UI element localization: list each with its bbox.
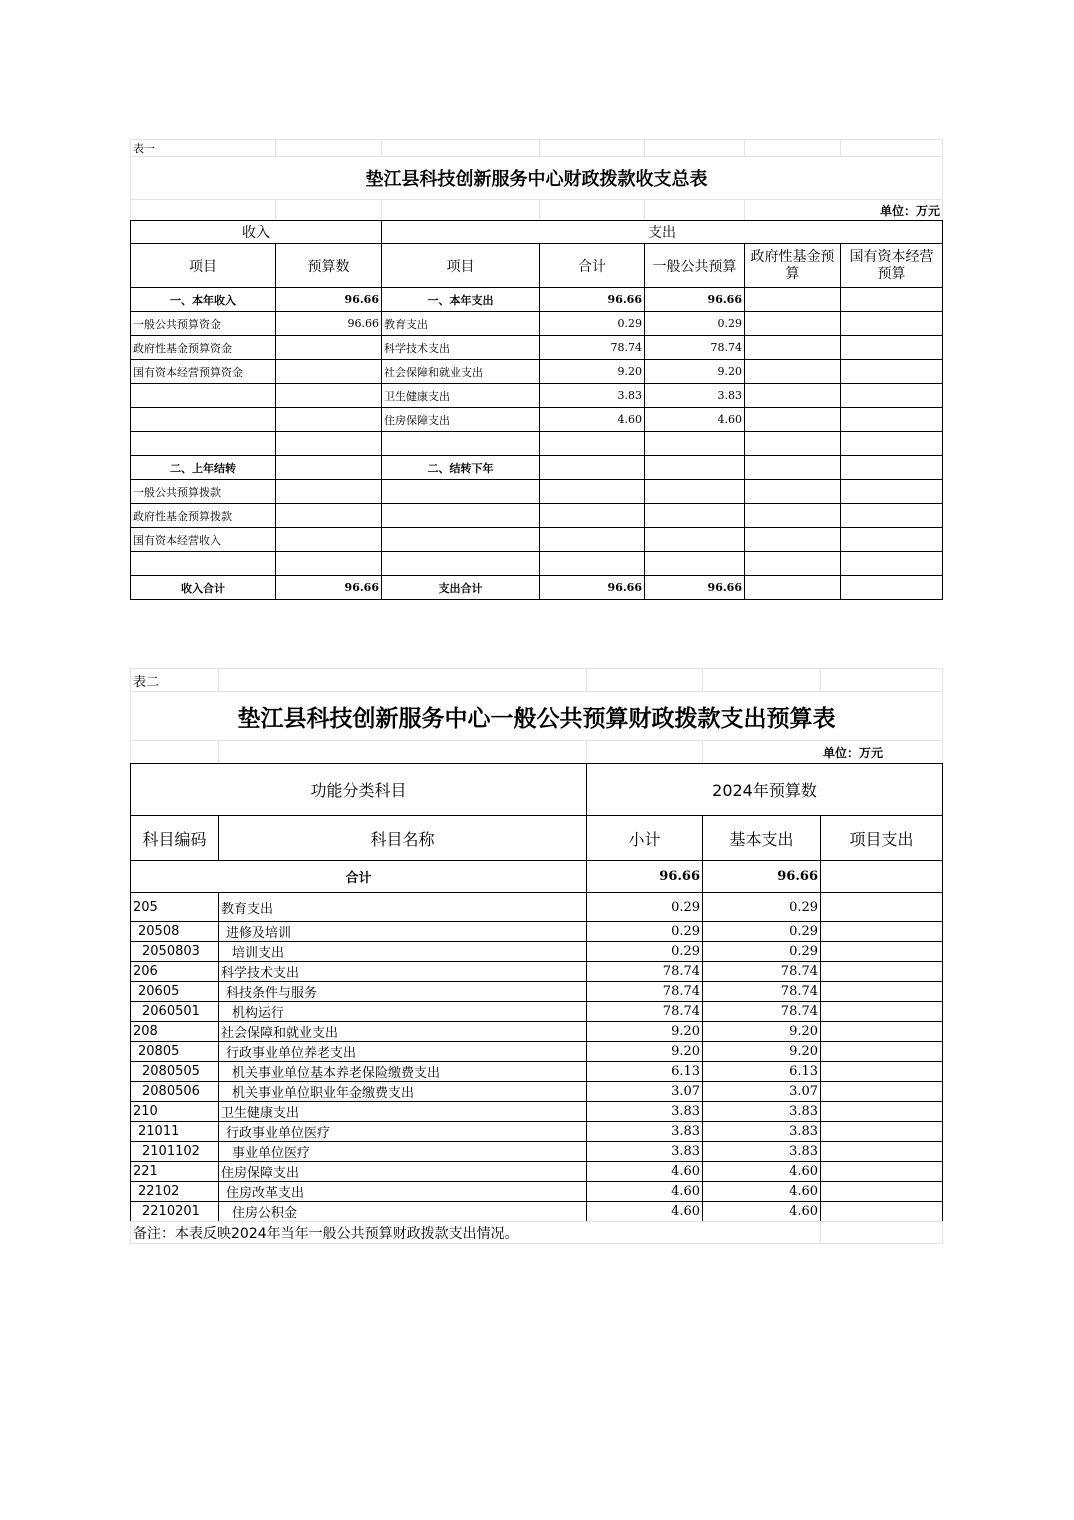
table1-body (131, 288, 943, 600)
expense-item (382, 504, 540, 528)
income-value (276, 552, 382, 576)
expense-gov-fund (745, 456, 841, 480)
basic-value: 0.29 (703, 893, 821, 922)
table1-row (131, 336, 943, 360)
table1-row (131, 384, 943, 408)
subtotal-value: 4.60 (587, 1202, 703, 1222)
basic-value: 3.83 (703, 1142, 821, 1162)
col-subtotal: 小计 (587, 816, 703, 861)
expense-gov-fund (745, 312, 841, 336)
expense-state-capital (841, 312, 943, 336)
subject-code: 208 (131, 1022, 219, 1042)
expense-state-capital (841, 528, 943, 552)
expense-general: 3.83 (645, 384, 745, 408)
table2-body (131, 893, 943, 1222)
table2-row (131, 1002, 943, 1022)
col-gov-fund-budget: 政府性基金预算 (745, 244, 841, 288)
income-item: 国有资本经营收入 (131, 528, 276, 552)
table1-row (131, 408, 943, 432)
subject-name: 住房改革支出 (219, 1182, 587, 1202)
col-project: 项目支出 (821, 816, 943, 861)
subject-name: 机关事业单位职业年金缴费支出 (219, 1082, 587, 1102)
income-value: 96.66 (276, 576, 382, 600)
income-value (276, 384, 382, 408)
expense-state-capital (841, 480, 943, 504)
subject-code: 210 (131, 1102, 219, 1122)
expense-general (645, 528, 745, 552)
expense-total: 4.60 (540, 408, 645, 432)
income-value (276, 336, 382, 360)
income-value (276, 360, 382, 384)
expense-gov-fund (745, 504, 841, 528)
expense-item: 二、结转下年 (382, 456, 540, 480)
subject-name: 卫生健康支出 (219, 1102, 587, 1122)
subtotal-value: 0.29 (587, 922, 703, 942)
table1-row (131, 432, 943, 456)
expense-gov-fund (745, 552, 841, 576)
expense-item: 教育支出 (382, 312, 540, 336)
table1-title: 垫江县科技创新服务中心财政拨款收支总表 (131, 157, 943, 200)
expense-general: 78.74 (645, 336, 745, 360)
table2-total-project (821, 861, 943, 893)
subject-name: 行政事业单位养老支出 (219, 1042, 587, 1062)
expense-total: 96.66 (540, 288, 645, 312)
basic-value: 4.60 (703, 1182, 821, 1202)
subject-code: 20605 (131, 982, 219, 1002)
subtotal-value: 9.20 (587, 1022, 703, 1042)
project-value (821, 1102, 943, 1122)
subtotal-value: 6.13 (587, 1062, 703, 1082)
subject-code: 21011 (131, 1122, 219, 1142)
expense-item: 卫生健康支出 (382, 384, 540, 408)
subject-name: 培训支出 (219, 942, 587, 962)
expense-total (540, 504, 645, 528)
expense-item: 科学技术支出 (382, 336, 540, 360)
expense-state-capital (841, 384, 943, 408)
expense-state-capital (841, 456, 943, 480)
col-code: 科目编码 (131, 816, 219, 861)
table2-row (131, 982, 943, 1002)
table2-grid (130, 763, 943, 1222)
income-item (131, 408, 276, 432)
expense-total: 9.20 (540, 360, 645, 384)
expense-total (540, 456, 645, 480)
table2-row (131, 1042, 943, 1062)
expense-item: 支出合计 (382, 576, 540, 600)
expense-state-capital (841, 552, 943, 576)
project-value (821, 1202, 943, 1222)
expense-item: 住房保障支出 (382, 408, 540, 432)
expense-total (540, 432, 645, 456)
project-value (821, 1002, 943, 1022)
table1-row (131, 312, 943, 336)
col-general-budget: 一般公共预算 (645, 244, 745, 288)
table1-row (131, 480, 943, 504)
subtotal-value: 4.60 (587, 1182, 703, 1202)
income-value: 96.66 (276, 288, 382, 312)
expense-general (645, 504, 745, 528)
col-basic: 基本支出 (703, 816, 821, 861)
subtotal-value: 0.29 (587, 893, 703, 922)
table2-title: 垫江县科技创新服务中心一般公共预算财政拨款支出预算表 (131, 692, 943, 741)
project-value (821, 1042, 943, 1062)
project-value (821, 1142, 943, 1162)
income-value (276, 504, 382, 528)
income-item: 收入合计 (131, 576, 276, 600)
subject-name: 机构运行 (219, 1002, 587, 1022)
expense-gov-fund (745, 360, 841, 384)
expense-gov-fund (745, 408, 841, 432)
table2-row (131, 1182, 943, 1202)
subject-name: 事业单位医疗 (219, 1142, 587, 1162)
expense-state-capital (841, 504, 943, 528)
table2-row (131, 1022, 943, 1042)
table1-row (131, 576, 943, 600)
basic-value: 4.60 (703, 1202, 821, 1222)
table1-row (131, 456, 943, 480)
table2-note: 备注：本表反映2024年当年一般公共预算财政拨款支出情况。 (131, 1222, 821, 1244)
project-value (821, 1062, 943, 1082)
table2-tag: 表二 (131, 669, 219, 692)
basic-value: 4.60 (703, 1162, 821, 1182)
expense-item (382, 528, 540, 552)
expense-state-capital (841, 576, 943, 600)
table2-total-basic: 96.66 (703, 861, 821, 893)
project-value (821, 893, 943, 922)
table1-grid (130, 220, 943, 600)
expense-total: 3.83 (540, 384, 645, 408)
project-value (821, 1182, 943, 1202)
table1-tag: 表一 (131, 140, 276, 157)
project-value (821, 982, 943, 1002)
subject-code: 20805 (131, 1042, 219, 1062)
table1-row (131, 360, 943, 384)
project-value (821, 962, 943, 982)
expense-total: 0.29 (540, 312, 645, 336)
income-item (131, 552, 276, 576)
expense-total (540, 480, 645, 504)
table2-row (131, 1062, 943, 1082)
income-item: 一般公共预算拨款 (131, 480, 276, 504)
expense-general: 0.29 (645, 312, 745, 336)
col-item: 项目 (131, 244, 276, 288)
income-value (276, 408, 382, 432)
table2-row (131, 1162, 943, 1182)
income-item: 政府性基金预算资金 (131, 336, 276, 360)
expense-gov-fund (745, 480, 841, 504)
income-item: 二、上年结转 (131, 456, 276, 480)
income-item: 一、本年收入 (131, 288, 276, 312)
basic-value: 3.83 (703, 1102, 821, 1122)
income-value (276, 456, 382, 480)
project-value (821, 1082, 943, 1102)
table1-row (131, 528, 943, 552)
basic-value: 78.74 (703, 982, 821, 1002)
income-item: 政府性基金预算拨款 (131, 504, 276, 528)
income-item (131, 432, 276, 456)
basic-value: 3.83 (703, 1122, 821, 1142)
basic-value: 0.29 (703, 922, 821, 942)
expense-item: 一、本年支出 (382, 288, 540, 312)
project-value (821, 1162, 943, 1182)
table2-sheet (130, 668, 942, 1244)
subject-code: 2050803 (131, 942, 219, 962)
subtotal-value: 78.74 (587, 962, 703, 982)
subtotal-value: 0.29 (587, 942, 703, 962)
project-value (821, 1122, 943, 1142)
col-total: 合计 (540, 244, 645, 288)
expense-gov-fund (745, 336, 841, 360)
project-value (821, 922, 943, 942)
basic-value: 3.07 (703, 1082, 821, 1102)
expense-general: 96.66 (645, 288, 745, 312)
col-function-class: 功能分类科目 (131, 764, 587, 816)
expense-gov-fund (745, 528, 841, 552)
subject-code: 2080505 (131, 1062, 219, 1082)
income-header: 收入 (131, 221, 382, 244)
expense-general: 4.60 (645, 408, 745, 432)
basic-value: 9.20 (703, 1022, 821, 1042)
subject-code: 206 (131, 962, 219, 982)
expense-gov-fund (745, 288, 841, 312)
table2-row (131, 1202, 943, 1222)
expense-general (645, 432, 745, 456)
col-state-capital-budget: 国有资本经营预算 (841, 244, 943, 288)
table2-row (131, 1142, 943, 1162)
subtotal-value: 9.20 (587, 1042, 703, 1062)
subject-name: 教育支出 (219, 893, 587, 922)
subject-code: 2210201 (131, 1202, 219, 1222)
expense-item (382, 432, 540, 456)
expense-gov-fund (745, 384, 841, 408)
subject-code: 205 (131, 893, 219, 922)
income-value (276, 528, 382, 552)
table2-row (131, 1102, 943, 1122)
table2-row (131, 1082, 943, 1102)
table1-sheet (130, 139, 942, 600)
expense-general: 96.66 (645, 576, 745, 600)
income-item: 国有资本经营预算资金 (131, 360, 276, 384)
table1-unit: 单位：万元 (745, 200, 943, 221)
subtotal-value: 78.74 (587, 982, 703, 1002)
expense-total (540, 528, 645, 552)
subtotal-value: 3.07 (587, 1082, 703, 1102)
subject-name: 社会保障和就业支出 (219, 1022, 587, 1042)
table2-total-subtotal: 96.66 (587, 861, 703, 893)
table1-row (131, 504, 943, 528)
table2-unit: 单位：万元 (703, 741, 943, 764)
table2-header-area (130, 668, 943, 764)
expense-total: 78.74 (540, 336, 645, 360)
expense-state-capital (841, 336, 943, 360)
subtotal-value: 78.74 (587, 1002, 703, 1022)
col-item-expense: 项目 (382, 244, 540, 288)
income-item: 一般公共预算资金 (131, 312, 276, 336)
expense-item (382, 552, 540, 576)
table1-row (131, 552, 943, 576)
subject-code: 2080506 (131, 1082, 219, 1102)
expense-gov-fund (745, 432, 841, 456)
expense-general (645, 552, 745, 576)
subject-name: 住房公积金 (219, 1202, 587, 1222)
table2-note-area (130, 1221, 943, 1244)
subtotal-value: 4.60 (587, 1162, 703, 1182)
col-budget: 预算数 (276, 244, 382, 288)
income-value (276, 480, 382, 504)
subject-name: 行政事业单位医疗 (219, 1122, 587, 1142)
expense-general: 9.20 (645, 360, 745, 384)
subject-name: 机关事业单位基本养老保险缴费支出 (219, 1062, 587, 1082)
subtotal-value: 3.83 (587, 1142, 703, 1162)
expense-total: 96.66 (540, 576, 645, 600)
subject-name: 科技条件与服务 (219, 982, 587, 1002)
expense-gov-fund (745, 576, 841, 600)
subject-name: 科学技术支出 (219, 962, 587, 982)
basic-value: 6.13 (703, 1062, 821, 1082)
subject-code: 221 (131, 1162, 219, 1182)
income-value: 96.66 (276, 312, 382, 336)
subject-code: 20508 (131, 922, 219, 942)
basic-value: 78.74 (703, 962, 821, 982)
table1-row (131, 288, 943, 312)
basic-value: 78.74 (703, 1002, 821, 1022)
col-name: 科目名称 (219, 816, 587, 861)
table2-row (131, 942, 943, 962)
subject-name: 进修及培训 (219, 922, 587, 942)
expense-header: 支出 (382, 221, 943, 244)
expense-state-capital (841, 288, 943, 312)
expense-item: 社会保障和就业支出 (382, 360, 540, 384)
expense-state-capital (841, 408, 943, 432)
table2-row (131, 962, 943, 982)
col-budget-year: 2024年预算数 (587, 764, 943, 816)
table1-header-area (130, 139, 943, 221)
project-value (821, 942, 943, 962)
income-item (131, 384, 276, 408)
table2-total-label: 合计 (131, 861, 587, 893)
subtotal-value: 3.83 (587, 1102, 703, 1122)
subject-code: 2060501 (131, 1002, 219, 1022)
expense-general (645, 480, 745, 504)
table2-row (131, 893, 943, 922)
subject-name: 住房保障支出 (219, 1162, 587, 1182)
expense-state-capital (841, 432, 943, 456)
subject-code: 2101102 (131, 1142, 219, 1162)
expense-item (382, 480, 540, 504)
project-value (821, 1022, 943, 1042)
table2-row (131, 1122, 943, 1142)
expense-state-capital (841, 360, 943, 384)
expense-general (645, 456, 745, 480)
basic-value: 0.29 (703, 942, 821, 962)
table2-row (131, 922, 943, 942)
subtotal-value: 3.83 (587, 1122, 703, 1142)
subject-code: 22102 (131, 1182, 219, 1202)
income-value (276, 432, 382, 456)
basic-value: 9.20 (703, 1042, 821, 1062)
expense-total (540, 552, 645, 576)
